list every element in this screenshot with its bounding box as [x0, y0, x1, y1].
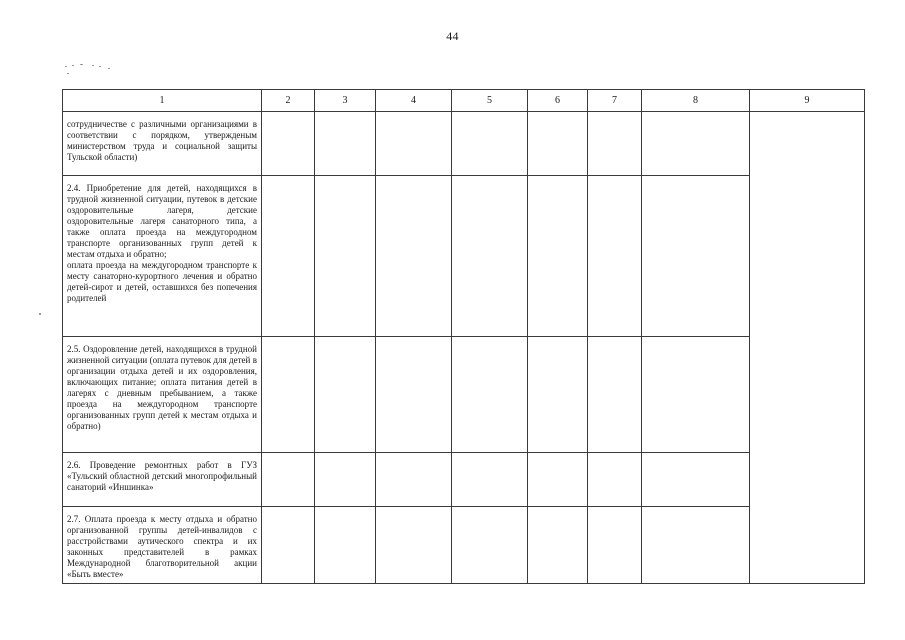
- table-cell: [452, 176, 528, 337]
- table-cell: [376, 453, 452, 507]
- table-cell: [642, 337, 750, 453]
- table-cell: [642, 176, 750, 337]
- table-cell: [452, 453, 528, 507]
- header-col-3: 3: [315, 90, 376, 112]
- table-cell: [376, 112, 452, 176]
- table-cell: [452, 112, 528, 176]
- header-col-4: 4: [376, 90, 452, 112]
- table-cell: [376, 337, 452, 453]
- table-row: [63, 337, 865, 453]
- table-cell: [262, 337, 315, 453]
- table-cell: [376, 507, 452, 584]
- table-cell: [528, 176, 588, 337]
- row-description-cell: [63, 507, 262, 584]
- row-description: сотрудничестве с различными организациями в соответствии с порядком, утвержденым министерством труда и социальной защиты Тульской области): [67, 119, 257, 162]
- header-col-8: 8: [642, 90, 750, 112]
- table-cell: [642, 112, 750, 176]
- header-col-6: 6: [528, 90, 588, 112]
- page-number: 44: [446, 29, 459, 43]
- table-row: [63, 112, 865, 176]
- row-description-cell: [63, 112, 262, 176]
- table-cell: [315, 337, 376, 453]
- table-cell: [262, 453, 315, 507]
- table-cell: [528, 337, 588, 453]
- table-cell: [262, 176, 315, 337]
- table-cell: [315, 176, 376, 337]
- table-cell: [642, 507, 750, 584]
- table-row: [63, 453, 865, 507]
- table-cell: [315, 453, 376, 507]
- table-cell: [588, 176, 642, 337]
- table-cell: [528, 112, 588, 176]
- row-description: 2.5. Оздоровление детей, находящихся в трудной жизненной ситуации (оплата путевок для детей в организации отдыха детей и их оздоровления, включающих питание; оплата питания детей в лагерях с дневным пребыванием, а также проезда на междугородном транспорте организованных групп детей к местам отдыха и обратно): [67, 344, 257, 431]
- row-description: 2.4. Приобретение для детей, находящихся в трудной жизненной ситуации, путевок в детские оздоровительные лагеря, детские оздоровительные лагеря санаторного типа, а также оплата проезда на междугородном транспорте организованных групп детей к местам отдыха и обратно; оплата проезда на междугородном транспорте к месту санаторно-курортного лечения и обратно детей-сирот и детей, оставшихся без попечения родителей: [67, 183, 257, 303]
- header-col-9: 9: [750, 90, 865, 112]
- table-cell: [642, 453, 750, 507]
- header-col-5: 5: [452, 90, 528, 112]
- header-col-2: 2: [262, 90, 315, 112]
- header-col-1: 1: [63, 90, 262, 112]
- table-cell-col9: [750, 112, 865, 584]
- table-row: [63, 176, 865, 337]
- row-description-cell: [63, 176, 262, 337]
- table-cell: [262, 112, 315, 176]
- header-row: [63, 90, 865, 112]
- table-cell: [315, 507, 376, 584]
- table-cell: [588, 453, 642, 507]
- row-description: 2.7. Оплата проезда к месту отдыха и обратно организованной группы детей-инвалидов с расстройствами аутического спектра и их законных представителей в рамках Международной благотворительной акции «Быть вместе»: [67, 514, 257, 579]
- table-cell: [376, 176, 452, 337]
- row-description: 2.6. Проведение ремонтных работ в ГУЗ «Тульский областной детский многопрофильный санаторий «Иншинка»: [67, 460, 257, 492]
- row-description-cell: [63, 453, 262, 507]
- table-cell: [528, 507, 588, 584]
- data-table: [62, 89, 865, 584]
- table-cell: [588, 507, 642, 584]
- header-col-7: 7: [588, 90, 642, 112]
- table-cell: [588, 337, 642, 453]
- table-cell: [528, 453, 588, 507]
- table-row: [63, 507, 865, 584]
- table-cell: [588, 112, 642, 176]
- table-cell: [262, 507, 315, 584]
- table-cell: [452, 507, 528, 584]
- row-description-cell: [63, 337, 262, 453]
- table-cell: [452, 337, 528, 453]
- table-cell: [315, 112, 376, 176]
